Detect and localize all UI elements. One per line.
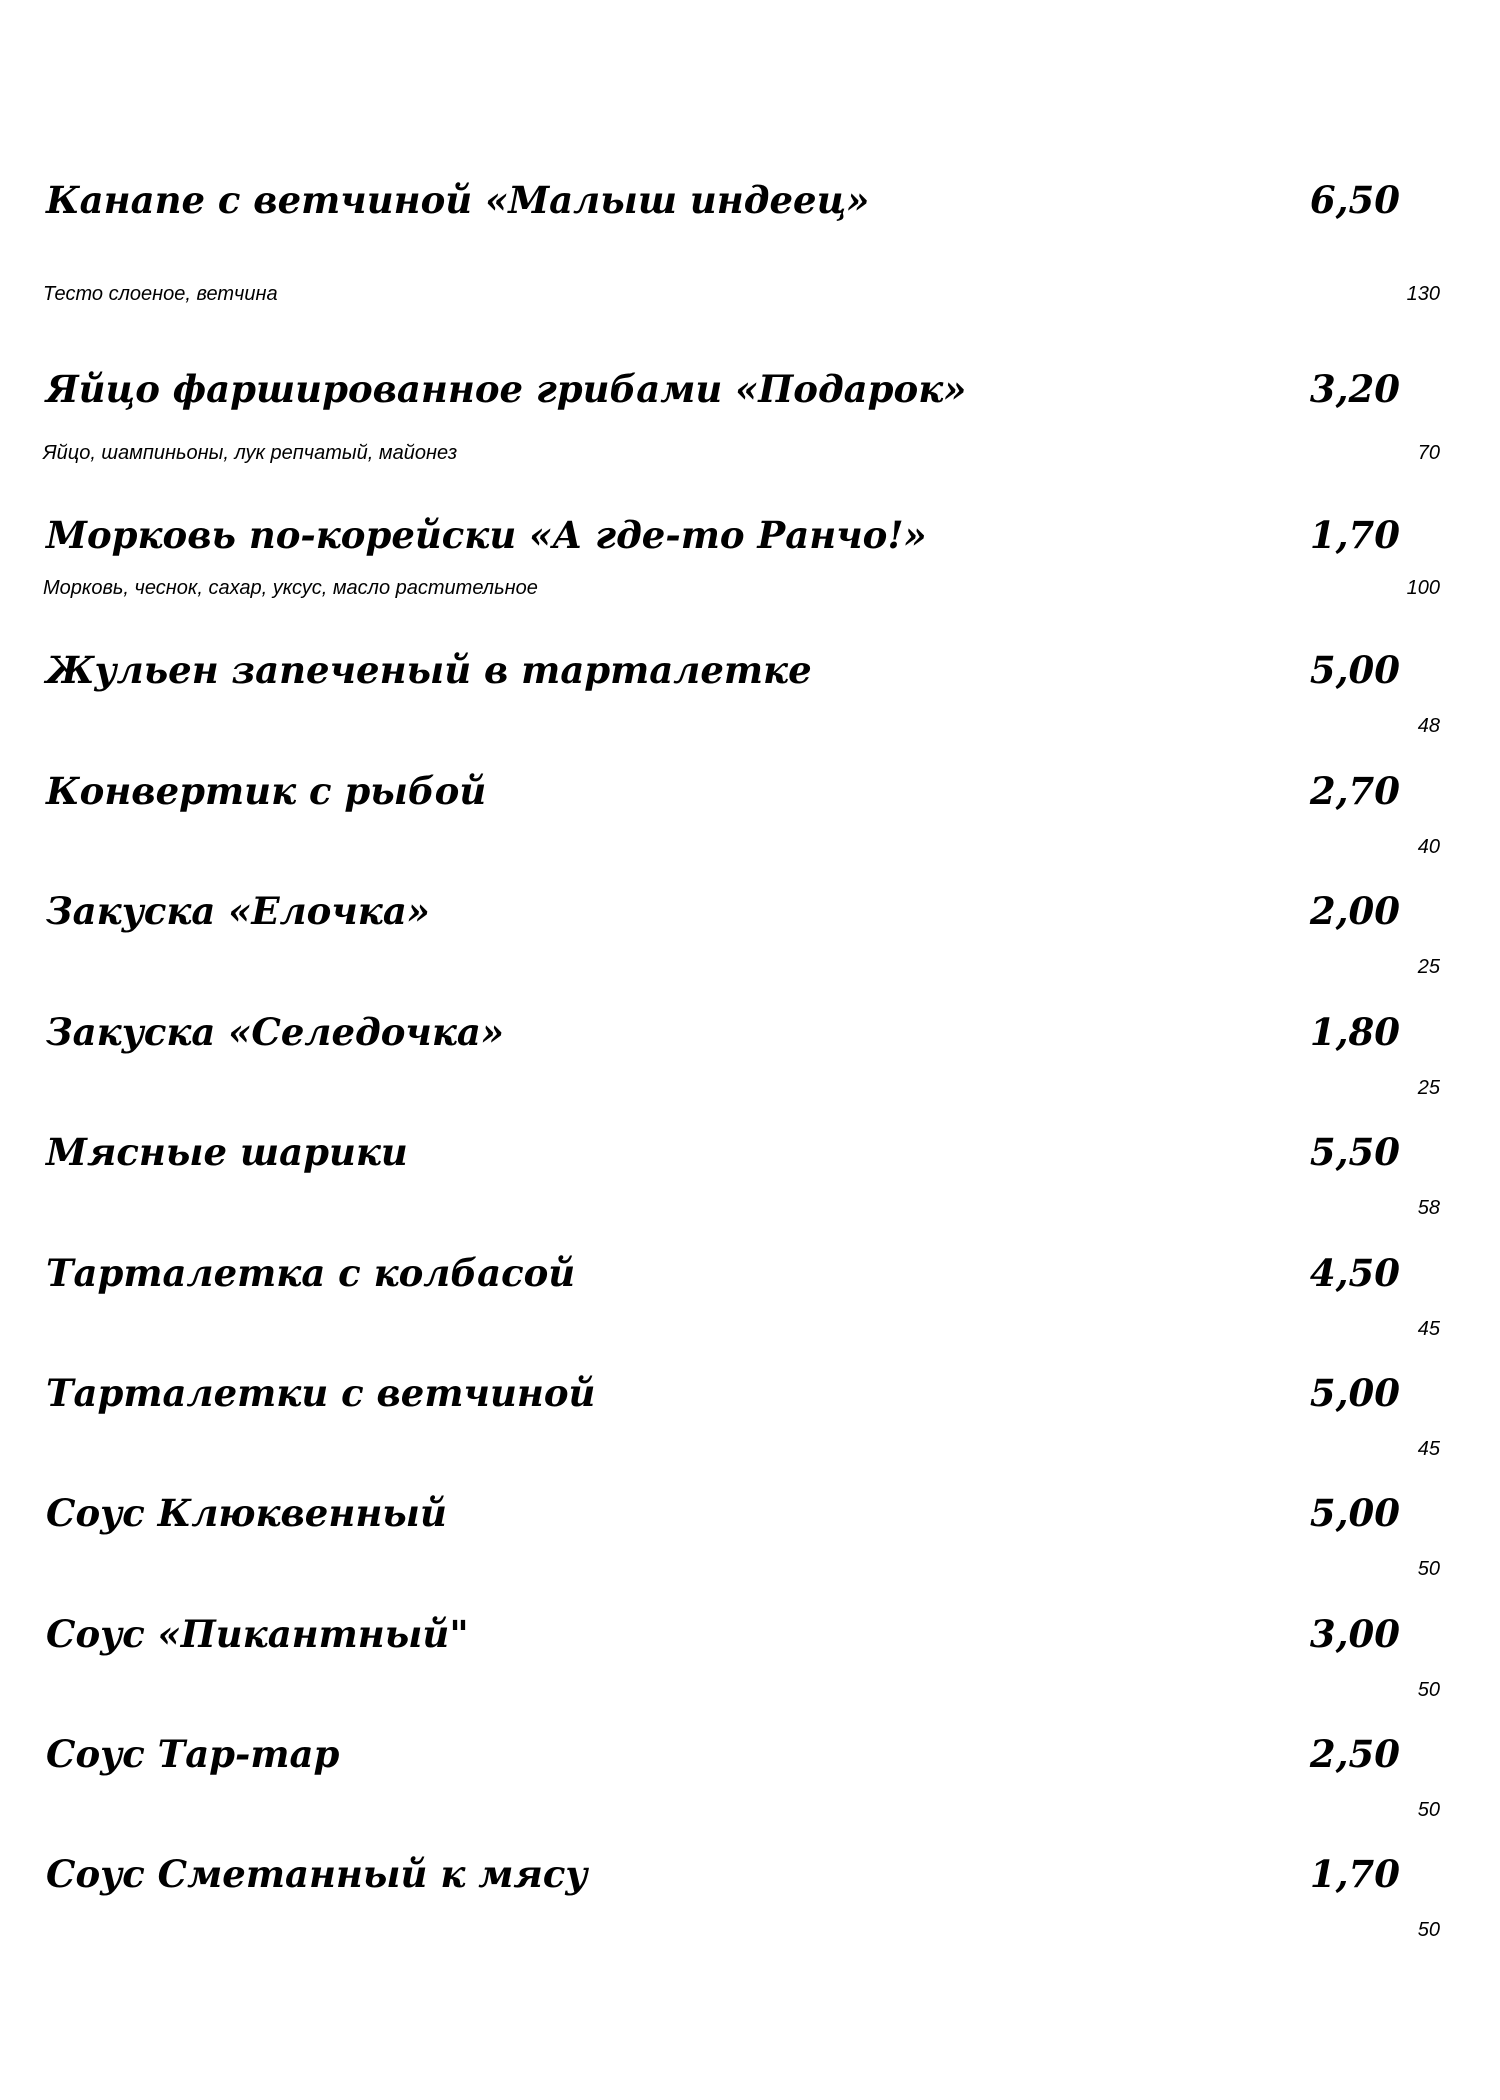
dish-weight: 50 [1417,1799,1440,1821]
dish-name: Соус Сметанный к мясу [46,1852,588,1896]
dish-name: Канапе с ветчиной «Малыш индеец» [46,178,870,222]
dish-price: 2,00 [1309,889,1400,933]
dish-name: Закуска «Елочка» [46,889,430,933]
dish-weight: 25 [1417,956,1440,978]
dish-name: Соус «Пикантный" [46,1612,469,1656]
dish-weight: 130 [1406,283,1440,305]
dish-price: 5,50 [1309,1130,1400,1174]
dish-price: 5,00 [1309,648,1400,692]
dish-name: Тарталетка с колбасой [46,1251,576,1295]
dish-weight: 50 [1417,1558,1440,1580]
dish-name: Тарталетки с ветчиной [46,1371,596,1415]
dish-price: 2,70 [1309,769,1400,813]
dish-price: 3,20 [1309,367,1400,411]
dish-weight: 100 [1406,577,1440,599]
dish-name: Соус Клюквенный [46,1491,447,1535]
dish-price: 6,50 [1309,178,1400,222]
dish-weight: 50 [1417,1679,1440,1701]
dish-price: 5,00 [1309,1491,1400,1535]
dish-price: 3,00 [1309,1612,1400,1656]
dish-name: Соус Тар-тар [46,1732,340,1776]
dish-weight: 48 [1417,715,1440,737]
dish-name: Мясные шарики [46,1130,408,1174]
dish-price: 1,70 [1309,513,1400,557]
dish-price: 2,50 [1309,1732,1400,1776]
dish-price: 5,00 [1309,1371,1400,1415]
dish-weight: 50 [1417,1919,1440,1941]
dish-weight: 25 [1417,1077,1440,1099]
dish-weight: 40 [1417,836,1440,858]
dish-weight: 70 [1417,442,1440,464]
dish-description: Тесто слоеное, ветчина [43,283,278,305]
dish-name: Морковь по-корейски «А где-то Ранчо!» [46,513,927,557]
dish-price: 1,80 [1309,1010,1400,1054]
dish-name: Конвертик с рыбой [46,769,487,813]
dish-weight: 45 [1417,1438,1440,1460]
dish-name: Яйцо фаршированное грибами «Подарок» [46,367,967,411]
dish-price: 4,50 [1309,1251,1400,1295]
dish-name: Жульен запеченый в тарталетке [46,648,812,692]
dish-name: Закуска «Селедочка» [46,1010,504,1054]
dish-description: Морковь, чеснок, сахар, уксус, масло растительное [43,577,538,599]
dish-price: 1,70 [1309,1852,1400,1896]
dish-weight: 58 [1417,1197,1440,1219]
dish-description: Яйцо, шампиньоны, лук репчатый, майонез [43,442,458,464]
dish-weight: 45 [1417,1318,1440,1340]
